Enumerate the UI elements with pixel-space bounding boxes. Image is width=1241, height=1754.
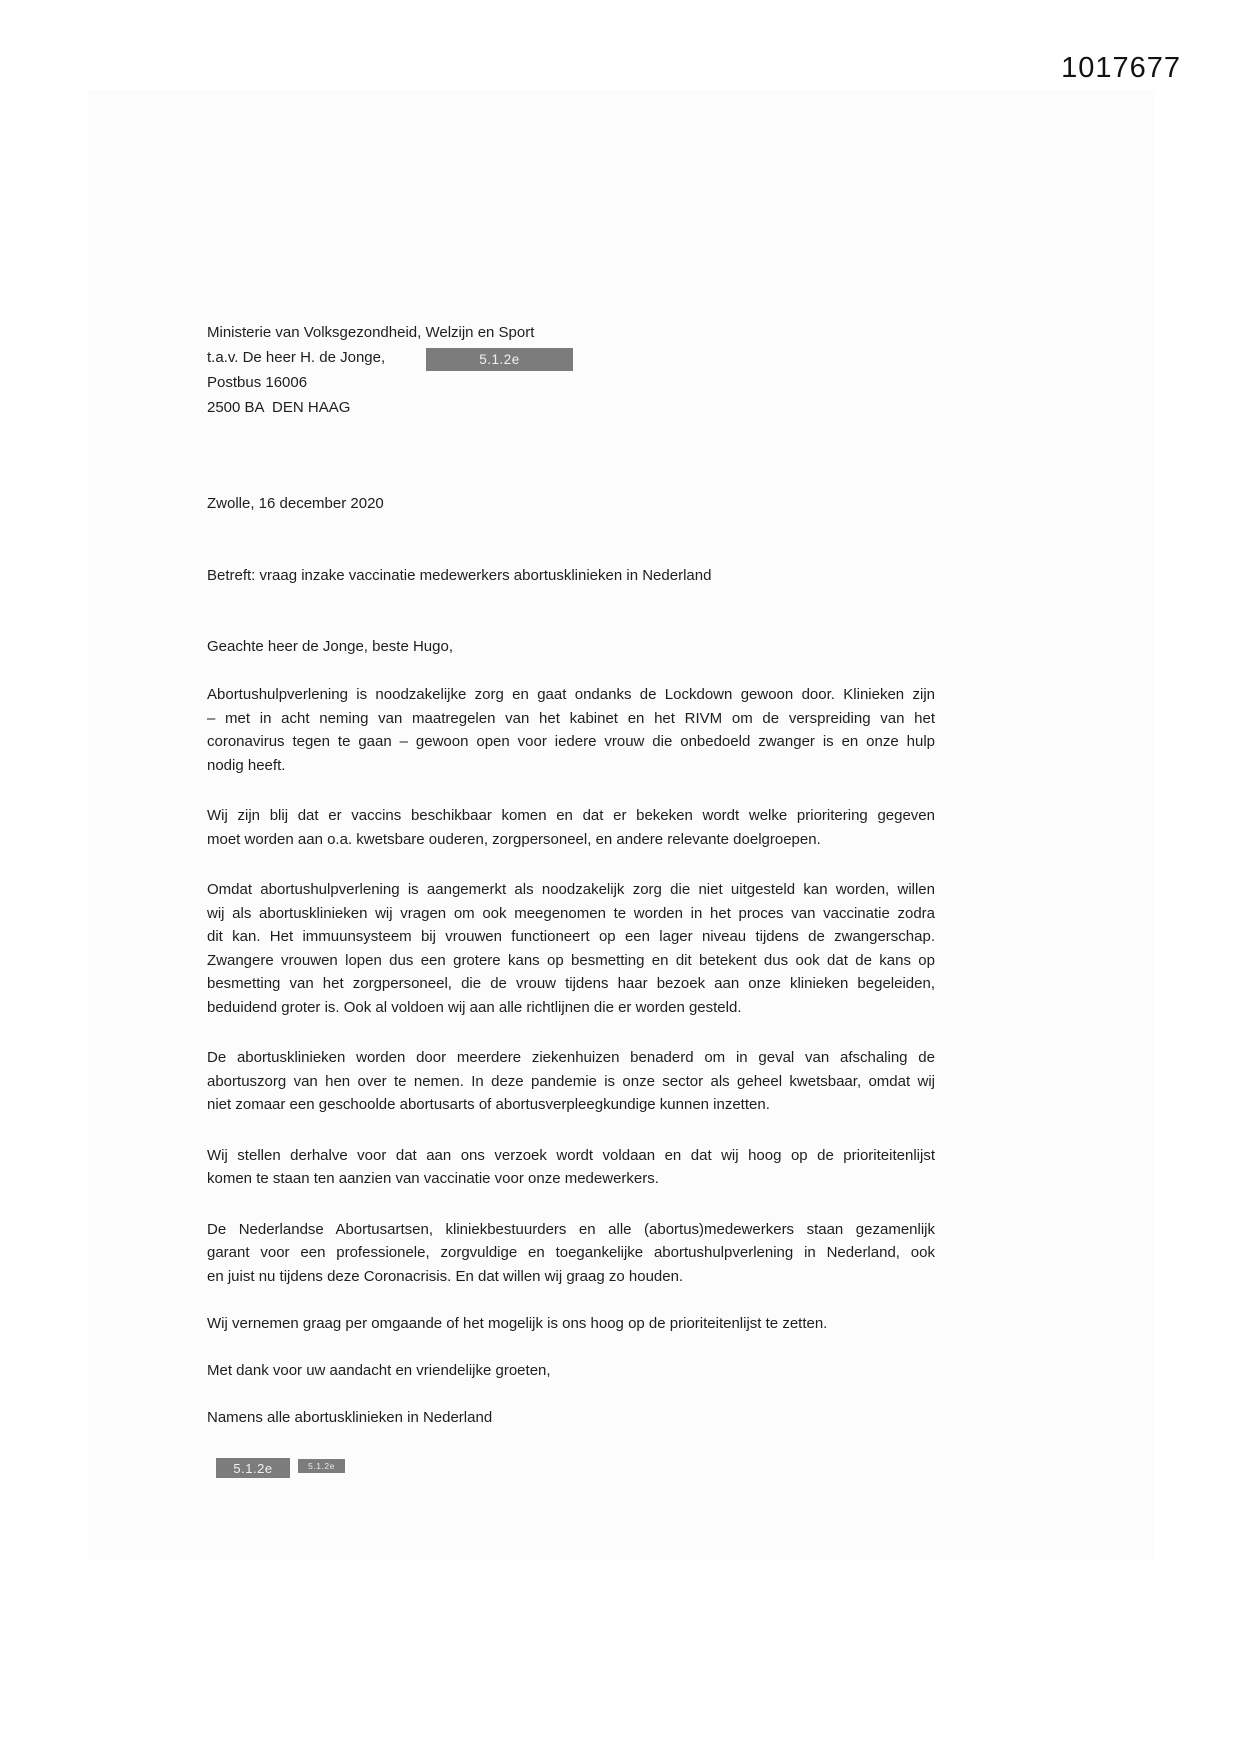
signoff-line: Namens alle abortusklinieken in Nederland: [207, 1409, 493, 1426]
document-stamp-number: 1017677: [1061, 52, 1181, 84]
paragraph-line: Omdat abortushulpverlening is aangemerkt als noodzakelijk zorg die niet uitgesteld kan worden, willen: [207, 881, 935, 898]
paragraph-line: Abortushulpverlening is noodzakelijke zorg en gaat ondanks de Lockdown gewoon door. Klinieken zijn: [207, 686, 935, 703]
recipient-line-postbus: Postbus 16006: [207, 374, 308, 391]
recipient-address-block: [207, 320, 767, 420]
paragraph-line: – met in acht neming van maatregelen van het kabinet en het RIVM om de verspreiding van het: [207, 709, 935, 727]
date-line: Zwolle, 16 december 2020: [207, 495, 384, 512]
paragraph-line: garant voor een professionele, zorgvuldige en toegankelijke abortushulpverlening in Nederland, ook: [207, 1244, 935, 1261]
paragraph-line: De Nederlandse Abortusartsen, kliniekbestuurders en alle (abortus)medewerkers staan gezamenlijk: [207, 1220, 935, 1238]
paragraph-line: Wij stellen derhalve voor dat aan ons verzoek wordt voldaan en dat wij hoog op de prioriteitenlijst: [207, 1146, 935, 1164]
letter-body: [207, 683, 935, 1315]
subject-line: Betreft: vraag inzake vaccinatie medewerkers abortusklinieken in Nederland: [207, 567, 712, 584]
thanks-line: Met dank voor uw aandacht en vriendelijke groeten,: [207, 1362, 551, 1379]
recipient-line-ministry: Ministerie van Volksgezondheid, Welzijn en Sport: [207, 324, 535, 341]
paragraph-line: beduidend groter is. Ook al voldoen wij aan alle richtlijnen die er worden gesteld.: [207, 998, 742, 1016]
paragraph: [207, 878, 935, 1019]
paragraph: [207, 1218, 935, 1289]
paragraph-line: Wij zijn blij dat er vaccins beschikbaar komen en dat er bekeken wordt welke prioritering gegeven: [207, 807, 935, 824]
paragraph: [207, 1144, 935, 1191]
paragraph-line: abortuszorg van hen over te nemen. In deze pandemie is onze sector als geheel kwetsbaar, omdat wij: [207, 1072, 935, 1090]
paragraph-line: moet worden aan o.a. kwetsbare ouderen, zorgpersoneel, en andere relevante doelgroepen.: [207, 830, 821, 848]
paragraph-line: coronavirus tegen te gaan – gewoon open voor iedere vrouw die onbedoeld zwanger is en onze hulp: [207, 733, 935, 750]
paragraph-line: besmetting van het zorgpersoneel, die de vrouw tijdens haar bezoek aan onze klinieken begeleiden,: [207, 975, 935, 992]
paragraph-line: nodig heeft.: [207, 756, 286, 774]
salutation-line: Geachte heer de Jonge, beste Hugo,: [207, 638, 454, 655]
recipient-line-city: 2500 BA DEN HAAG: [207, 399, 351, 416]
paragraph-line: wij als abortusklinieken wij vragen om ook meegenomen te worden in het proces van vaccinatie zodra: [207, 904, 935, 922]
redaction-box-signature-2: 5.1.2e: [298, 1459, 345, 1473]
signature-redactions-row: [216, 1458, 345, 1478]
redaction-box-address: 5.1.2e: [426, 348, 573, 371]
paragraph-line: Zwangere vrouwen lopen dus een grotere kans op besmetting en dit betekent dus ook dat de kans op: [207, 951, 935, 969]
paragraph-line: De abortusklinieken worden door meerdere ziekenhuizen benaderd om in geval van afschaling de: [207, 1049, 935, 1066]
paragraph-line: komen te staan ten aanzien van vaccinatie voor onze medewerkers.: [207, 1170, 659, 1187]
paragraph-line: dit kan. Het immuunsysteem bij vrouwen functioneert op een lager niveau tijdens de zwangerschap.: [207, 928, 935, 945]
paragraph-line: niet zomaar een geschoolde abortusarts of abortusverpleegkundige kunnen inzetten.: [207, 1096, 770, 1113]
recipient-line-attn: t.a.v. De heer H. de Jonge,: [207, 349, 386, 366]
paragraph: [207, 804, 935, 851]
paragraph: [207, 683, 935, 777]
redaction-box-signature-1: 5.1.2e: [216, 1458, 290, 1478]
paragraph: [207, 1046, 935, 1117]
paragraph-line: en juist nu tijdens deze Coronacrisis. En dat willen wij graag zo houden.: [207, 1267, 684, 1285]
closing-request-line: Wij vernemen graag per omgaande of het mogelijk is ons hoog op de prioriteitenlijst te zetten.: [207, 1315, 828, 1332]
